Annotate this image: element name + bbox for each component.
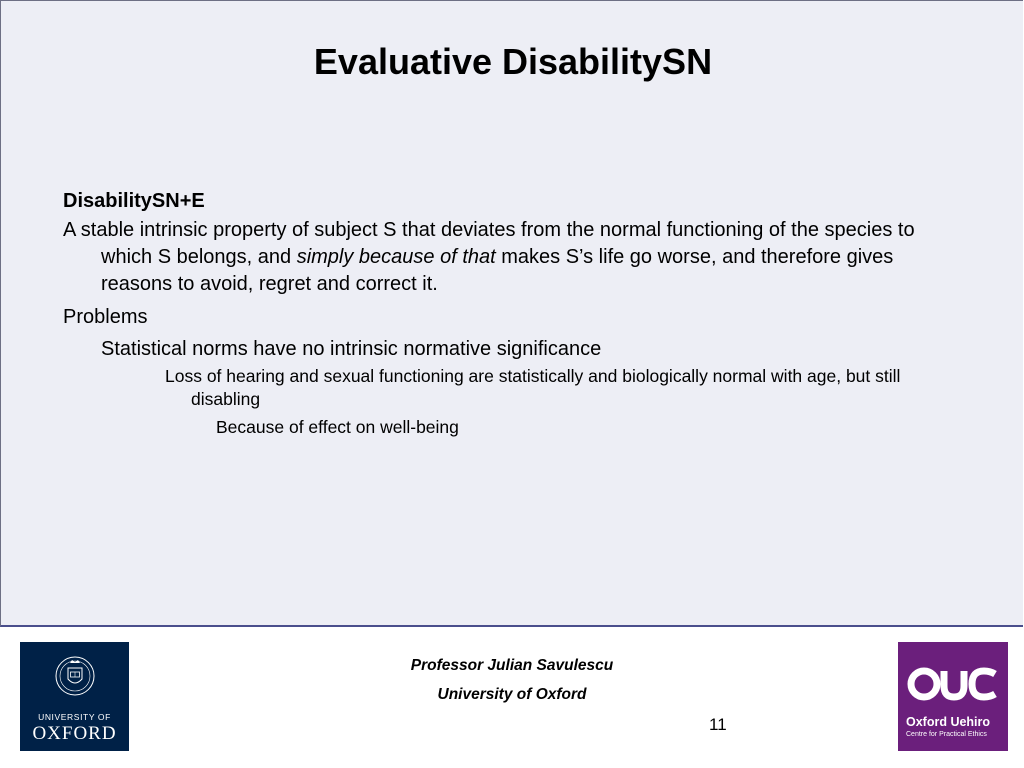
definition-heading: DisabilitySN+E bbox=[63, 190, 205, 212]
presenter-name: Professor Julian Savulescu bbox=[410, 657, 614, 674]
uehiro-logo-tagline: Centre for Practical Ethics bbox=[906, 731, 987, 738]
oxford-logo-line2: OXFORD bbox=[32, 723, 117, 744]
definition-emphasis: simply because of that bbox=[296, 246, 496, 268]
uehiro-logo bbox=[898, 642, 1008, 751]
definition-text-start: A stable intrinsic property of subject S that deviates from the normal functioning of the species to which S belongs, and bbox=[63, 219, 915, 268]
problem-point: Statistical norms have no intrinsic normative significance bbox=[101, 338, 602, 360]
slide-body bbox=[63, 187, 963, 439]
problems-label: Problems bbox=[63, 306, 148, 328]
sub-point: Loss of hearing and sexual functioning are statistically and biologically normal with age, but still disabling bbox=[165, 366, 901, 409]
definition-text bbox=[63, 217, 963, 298]
definition-text-end: makes S’s life go worse, and therefore gives reasons to avoid, regret and correct it. bbox=[101, 246, 894, 295]
uehiro-logo-name: Oxford Uehiro bbox=[906, 715, 991, 729]
institution-name: University of Oxford bbox=[437, 686, 587, 703]
oxford-logo-line1: UNIVERSITY OF bbox=[38, 712, 111, 722]
uehiro-monogram-icon bbox=[906, 662, 1000, 710]
page-number: 11 bbox=[709, 715, 727, 734]
slide-title: Evaluative DisabilitySN bbox=[313, 41, 713, 82]
sub-sub-point: Because of effect on well-being bbox=[216, 417, 459, 437]
